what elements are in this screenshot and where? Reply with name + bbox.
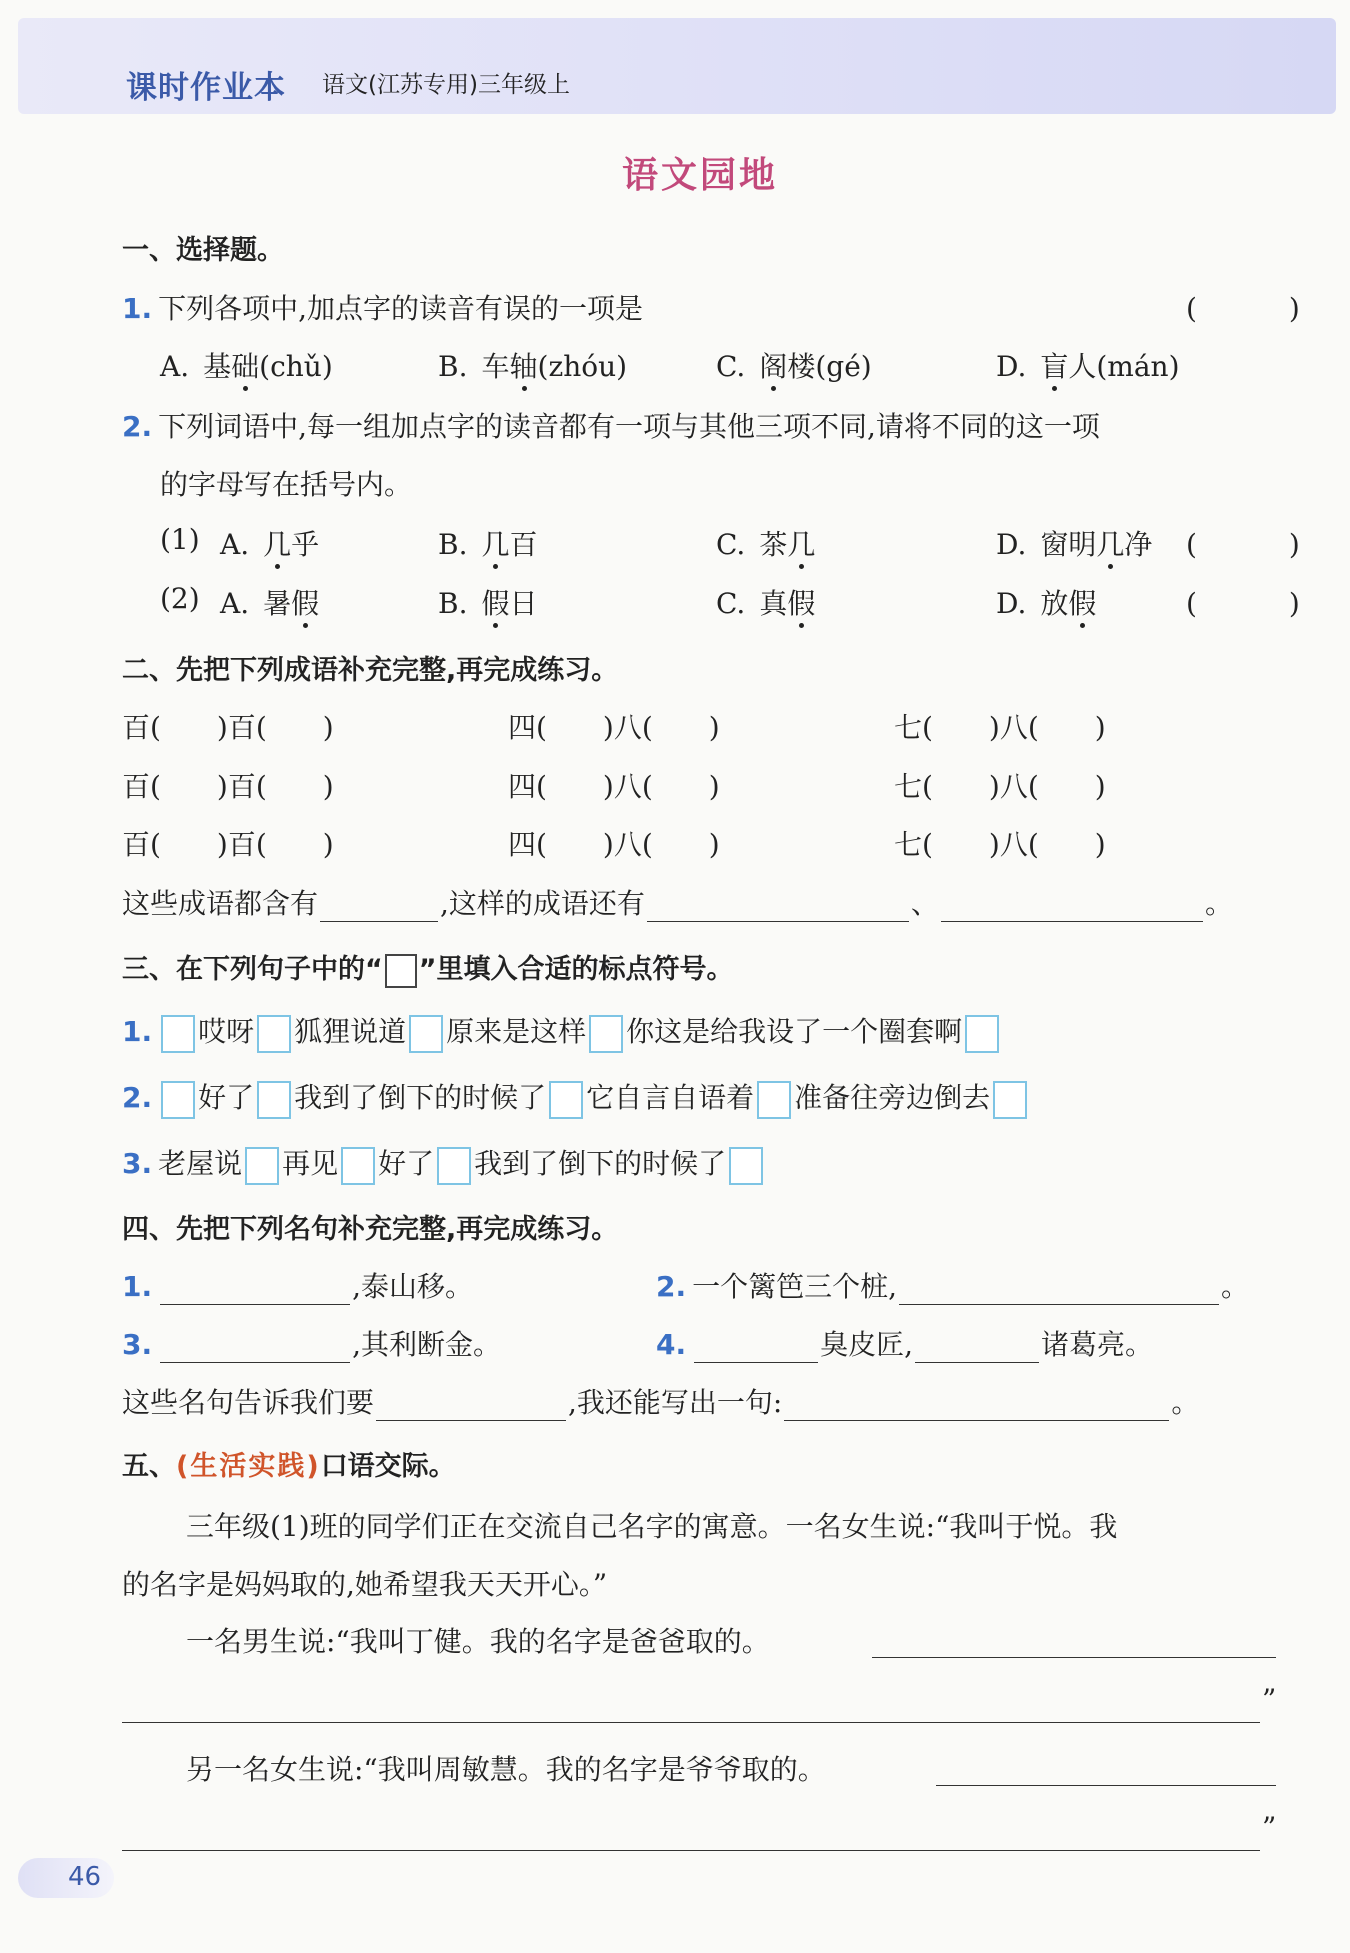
idiom-blank[interactable]: 四( )八( ) <box>508 828 720 861</box>
option-letter: C. <box>716 350 746 383</box>
punct-box[interactable] <box>589 1015 623 1053</box>
sentence-part: 我到了倒下的时候了 <box>294 1081 547 1114</box>
option-text: 窗明 <box>1040 528 1097 561</box>
option-text: 真 <box>759 587 788 620</box>
dotted-char: 几 <box>787 528 816 561</box>
sentence-part: 我到了倒下的时候了 <box>474 1147 727 1180</box>
q-number: 3. <box>122 1147 153 1180</box>
follow-text: 。 <box>1171 1386 1200 1419</box>
section-4-heading: 四、先把下列名句补充完整,再完成练习。 <box>122 1214 619 1245</box>
follow-text: 这些成语都含有 <box>122 887 319 920</box>
punct-q3 <box>122 1142 766 1185</box>
idiom-blank[interactable]: 七( )八( ) <box>894 770 1106 803</box>
option <box>716 582 815 622</box>
option-text: 人(mán) <box>1068 350 1180 383</box>
dotted-char: 假 <box>1068 587 1097 620</box>
q-text: 下列各项中,加点字的读音有误的一项是 <box>158 292 644 325</box>
answer-paren[interactable]: ( ) <box>1186 528 1332 561</box>
answer-paren[interactable]: ( ) <box>1186 292 1332 325</box>
option-text: (zhóu) <box>537 350 628 383</box>
idiom-blank[interactable]: 百( )百( ) <box>122 711 334 744</box>
sentence-part: 原来是这样 <box>446 1015 587 1048</box>
answer-blank[interactable] <box>784 1390 1169 1421</box>
q-text: 臭皮匠, <box>820 1328 914 1361</box>
sentence-part: 狐狸说道 <box>294 1015 407 1048</box>
book-subject: 语文(江苏专用)三年级上 <box>322 72 570 98</box>
punct-box[interactable] <box>993 1081 1027 1119</box>
page-number: 46 <box>68 1862 102 1892</box>
option <box>716 523 815 563</box>
follow-text: ,这样的成语还有 <box>440 887 645 920</box>
q-text: ,其利断金。 <box>352 1328 502 1361</box>
answer-paren[interactable]: ( ) <box>1186 587 1332 620</box>
option-letter: A. <box>160 350 190 383</box>
dotted-char: 础 <box>231 350 260 383</box>
q1-1 <box>122 287 643 327</box>
q-number: 2. <box>122 410 153 443</box>
s4-follow <box>122 1381 1199 1421</box>
option-letter: A. <box>220 587 250 620</box>
answer-line[interactable] <box>122 1722 1260 1723</box>
dotted-char: 几 <box>1096 528 1125 561</box>
s5-para3: 另一名女生说:“我叫周敏慧。我的名字是爷爷取的。 <box>186 1753 826 1786</box>
sentence-part: 再见 <box>282 1147 339 1180</box>
punct-box[interactable] <box>757 1081 791 1119</box>
option-text: 车 <box>481 350 510 383</box>
s4-q2 <box>656 1265 1249 1305</box>
punct-box[interactable] <box>549 1081 583 1119</box>
option-letter: D. <box>996 587 1027 620</box>
option <box>438 523 538 563</box>
dotted-char: 阁 <box>759 350 788 383</box>
sentence-part: 哎呀 <box>198 1015 255 1048</box>
q-number: 4. <box>656 1328 687 1361</box>
answer-line[interactable] <box>872 1657 1276 1658</box>
s4-q1 <box>122 1265 473 1305</box>
option-letter: B. <box>438 528 468 561</box>
option-letter: A. <box>220 528 250 561</box>
option <box>996 345 1180 385</box>
option <box>220 582 319 622</box>
idiom-blank[interactable]: 七( )八( ) <box>894 828 1106 861</box>
option <box>438 345 627 385</box>
dotted-char: 几 <box>263 528 292 561</box>
option-letter: B. <box>438 587 468 620</box>
idiom-blank[interactable]: 百( )百( ) <box>122 828 334 861</box>
punct-box[interactable] <box>341 1147 375 1185</box>
punct-box[interactable] <box>245 1147 279 1185</box>
page-title: 语文园地 <box>621 155 778 196</box>
dotted-char: 假 <box>787 587 816 620</box>
option-text: 百 <box>509 528 538 561</box>
s4-q3 <box>122 1323 501 1363</box>
answer-blank[interactable] <box>899 1274 1219 1305</box>
follow-text: 、 <box>910 887 939 920</box>
dotted-char: 盲 <box>1040 350 1069 383</box>
close-quote: ” <box>1262 1683 1277 1716</box>
idiom-blank[interactable]: 四( )八( ) <box>508 770 720 803</box>
answer-blank[interactable] <box>376 1390 566 1421</box>
punct-box[interactable] <box>965 1015 999 1053</box>
close-quote: ” <box>1262 1811 1277 1844</box>
option <box>220 523 319 563</box>
option <box>160 345 333 385</box>
option-letter: C. <box>716 587 746 620</box>
option <box>996 582 1096 622</box>
idiom-blank[interactable]: 七( )八( ) <box>894 711 1106 744</box>
q-number: 2. <box>122 1081 153 1114</box>
punct-box[interactable] <box>437 1147 471 1185</box>
box-sample-icon <box>385 954 417 988</box>
option-text: 净 <box>1124 528 1153 561</box>
heading-text: 三、在下列句子中的“ <box>122 954 383 985</box>
dotted-char: 假 <box>481 587 510 620</box>
row-label: (2) <box>160 582 200 615</box>
option-letter: B. <box>438 350 468 383</box>
q-text: ,泰山移。 <box>352 1270 474 1303</box>
section-1-heading: 一、选择题。 <box>122 235 284 266</box>
row-label: (1) <box>160 523 200 556</box>
sentence-part: 你这是给我设了一个圈套啊 <box>626 1015 963 1048</box>
option-letter: D. <box>996 350 1027 383</box>
punct-q2 <box>122 1076 1030 1119</box>
s2-follow <box>122 882 1233 922</box>
s5-para1-line2: 的名字是妈妈取的,她希望我天天开心。” <box>122 1568 608 1601</box>
heading-text: ”里填入合适的标点符号。 <box>418 954 734 985</box>
answer-blank[interactable] <box>160 1274 350 1305</box>
section-2-heading: 二、先把下列成语补充完整,再完成练习。 <box>122 655 619 686</box>
option-text: 放 <box>1040 587 1069 620</box>
dotted-char: 假 <box>291 587 320 620</box>
answer-blank[interactable] <box>941 891 1203 922</box>
punct-box[interactable] <box>257 1015 291 1053</box>
q-text: 一个篱笆三个桩, <box>692 1270 898 1303</box>
sentence-part: 它自言自语着 <box>586 1081 755 1114</box>
idiom-blank[interactable]: 百( )百( ) <box>122 770 334 803</box>
sentence-part: 好了 <box>198 1081 255 1114</box>
option <box>996 523 1152 563</box>
option-letter: C. <box>716 528 746 561</box>
sentence-part: 好了 <box>378 1147 435 1180</box>
answer-blank[interactable] <box>915 1332 1039 1363</box>
q-text: 。 <box>1221 1270 1250 1303</box>
option-text: 乎 <box>291 528 320 561</box>
option <box>438 582 538 622</box>
follow-text: 。 <box>1204 887 1233 920</box>
q-text: 下列词语中,每一组加点字的读音都有一项与其他三项不同,请将不同的这一项 <box>158 410 1100 443</box>
answer-blank[interactable] <box>320 891 438 922</box>
follow-text: ,我还能写出一句: <box>568 1386 783 1419</box>
s4-q4 <box>656 1323 1153 1363</box>
s5-para2: 一名男生说:“我叫丁健。我的名字是爸爸取的。 <box>186 1625 770 1658</box>
heading-text: 口语交际。 <box>320 1451 456 1482</box>
section-3-heading <box>122 947 734 988</box>
option-text: 楼(gé) <box>787 350 872 383</box>
idiom-blank[interactable]: 四( )八( ) <box>508 711 720 744</box>
option <box>716 345 872 385</box>
dotted-char: 轴 <box>509 350 538 383</box>
q1-2-line2: 的字母写在括号内。 <box>160 468 413 501</box>
answer-blank[interactable] <box>694 1332 818 1363</box>
answer-blank[interactable] <box>647 891 909 922</box>
option-letter: D. <box>996 528 1027 561</box>
sentence-part: 老屋说 <box>158 1147 243 1180</box>
option-text: (chǔ) <box>259 350 333 383</box>
book-brand: 课时作业本 <box>126 70 286 106</box>
sentence-part: 准备往旁边倒去 <box>794 1081 991 1114</box>
q1-2 <box>122 405 1100 445</box>
s5-para1-line1: 三年级(1)班的同学们正在交流自己名字的寓意。一名女生说:“我叫于悦。我 <box>186 1510 1118 1543</box>
option-text: 日 <box>509 587 538 620</box>
section-5-heading <box>122 1444 456 1483</box>
punct-q1 <box>122 1010 1002 1053</box>
punct-box[interactable] <box>161 1081 195 1119</box>
answer-blank[interactable] <box>160 1332 350 1363</box>
answer-line[interactable] <box>122 1850 1260 1851</box>
option-text: 暑 <box>263 587 292 620</box>
punct-box[interactable] <box>161 1015 195 1053</box>
answer-line[interactable] <box>936 1785 1276 1786</box>
dotted-char: 几 <box>481 528 510 561</box>
q-number: 1. <box>122 1015 153 1048</box>
q-number: 1. <box>122 292 153 325</box>
q-number: 3. <box>122 1328 153 1361</box>
heading-text: 五、 <box>122 1451 176 1482</box>
punct-box[interactable] <box>729 1147 763 1185</box>
punct-box[interactable] <box>409 1015 443 1053</box>
q-text: 诸葛亮。 <box>1041 1328 1154 1361</box>
punct-box[interactable] <box>257 1081 291 1119</box>
option-text: 基 <box>203 350 232 383</box>
follow-text: 这些名句告诉我们要 <box>122 1386 375 1419</box>
practice-tag: (生活实践) <box>176 1451 321 1482</box>
option-text: 茶 <box>759 528 788 561</box>
q-number: 1. <box>122 1270 153 1303</box>
q-number: 2. <box>656 1270 687 1303</box>
